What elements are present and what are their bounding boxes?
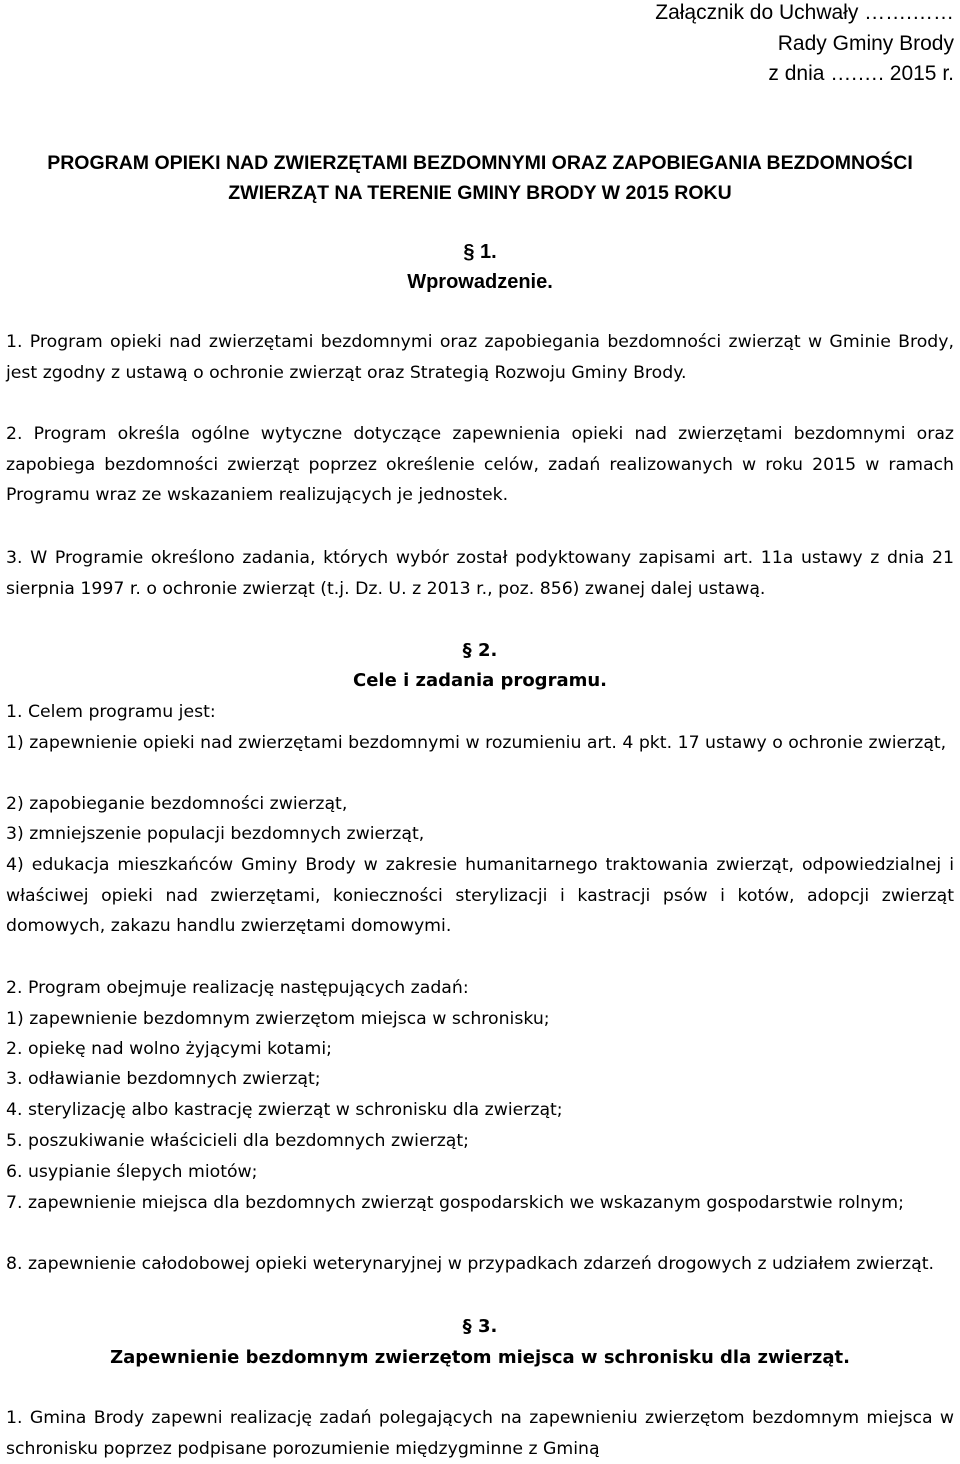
section-2-number: § 2. <box>462 640 498 661</box>
section-3-heading: Zapewnienie bezdomnym zwierzętom miejsca w schronisku dla zwierząt. <box>110 1347 850 1368</box>
goal-item-1: 1) zapewnienie opieki nad zwierzętami bezdomnymi w rozumieniu art. 4 pkt. 17 ustawy o ochronie zwierząt, <box>6 733 947 753</box>
section-1-number: § 1. <box>463 241 497 263</box>
task-item-4: 4. sterylizację albo kastrację zwierząt w schronisku dla zwierząt; <box>6 1100 563 1120</box>
section-2-heading: Cele i zadania programu. <box>353 670 607 691</box>
section-3-number: § 3. <box>462 1316 498 1337</box>
goals-intro: 1. Celem programu jest: <box>6 702 216 722</box>
task-item-3: 3. odławianie bezdomnych zwierząt; <box>6 1069 321 1089</box>
task-item-8: 8. zapewnienie całodobowej opieki weterynaryjnej w przypadkach zdarzeń drogowych z udziałem zwierząt. <box>6 1254 934 1274</box>
task-item-1: 1) zapewnienie bezdomnym zwierzętom miejsca w schronisku; <box>6 1009 550 1029</box>
section-1-paragraph-2: 2. Program określa ogólne wytyczne dotyczące zapewnienia opieki nad zwierzętami bezdomnymi oraz zapobiega bezdomności zwierząt poprzez określenie celów, zadań realizowanych w roku 2015 w ramach Programu wraz ze wskazaniem realizujących je jednostek. <box>6 424 954 505</box>
goal-item-2: 2) zapobieganie bezdomności zwierząt, <box>6 794 348 814</box>
tasks-intro: 2. Program obejmuje realizację następujących zadań: <box>6 978 469 998</box>
task-item-5: 5. poszukiwanie właścicieli dla bezdomnych zwierząt; <box>6 1131 469 1151</box>
task-item-2: 2. opiekę nad wolno żyjącymi kotami; <box>6 1039 332 1059</box>
section-3-paragraph-1: 1. Gmina Brody zapewni realizację zadań polegających na zapewnieniu zwierzętom bezdomnym miejsca w schronisku poprzez podpisane porozumienie międzygminne z Gminą <box>6 1408 954 1459</box>
task-item-6: 6. usypianie ślepych miotów; <box>6 1162 258 1182</box>
section-1-heading: Wprowadzenie. <box>407 271 553 293</box>
task-item-7: 7. zapewnienie miejsca dla bezdomnych zwierząt gospodarskich we wskazanym gospodarstwie rolnym; <box>6 1193 904 1213</box>
attachment-note-line2: Rady Gminy Brody <box>777 32 954 55</box>
document-title-line1: PROGRAM OPIEKI NAD ZWIERZĘTAMI BEZDOMNYMI ORAZ ZAPOBIEGANIA BEZDOMNOŚCI <box>47 152 913 174</box>
goal-item-3: 3) zmniejszenie populacji bezdomnych zwierząt, <box>6 824 425 844</box>
attachment-note-line1: Załącznik do Uchwały …….…… <box>655 1 954 24</box>
attachment-note-line3: z dnia ….…. 2015 r. <box>768 62 954 85</box>
goal-item-4: 4) edukacja mieszkańców Gminy Brody w zakresie humanitarnego traktowania zwierząt, odpowiedzialnej i właściwej opieki nad zwierzętami, konieczności sterylizacji i kastracji psów i kotów, adopcji zwierząt domowych, zakazu handlu zwierzętami domowymi. <box>6 855 954 936</box>
document-title-line2: ZWIERZĄT NA TERENIE GMINY BRODY W 2015 ROKU <box>228 182 732 204</box>
section-1-paragraph-1: 1. Program opieki nad zwierzętami bezdomnymi oraz zapobiegania bezdomności zwierząt w Gminie Brody, jest zgodny z ustawą o ochronie zwierząt oraz Strategią Rozwoju Gminy Brody. <box>6 332 954 383</box>
section-1-paragraph-3: 3. W Programie określono zadania, których wybór został podyktowany zapisami art. 11a ustawy z dnia 21 sierpnia 1997 r. o ochronie zwierząt (t.j. Dz. U. z 2013 r., poz. 856) zwanej dalej ustawą. <box>6 548 954 599</box>
